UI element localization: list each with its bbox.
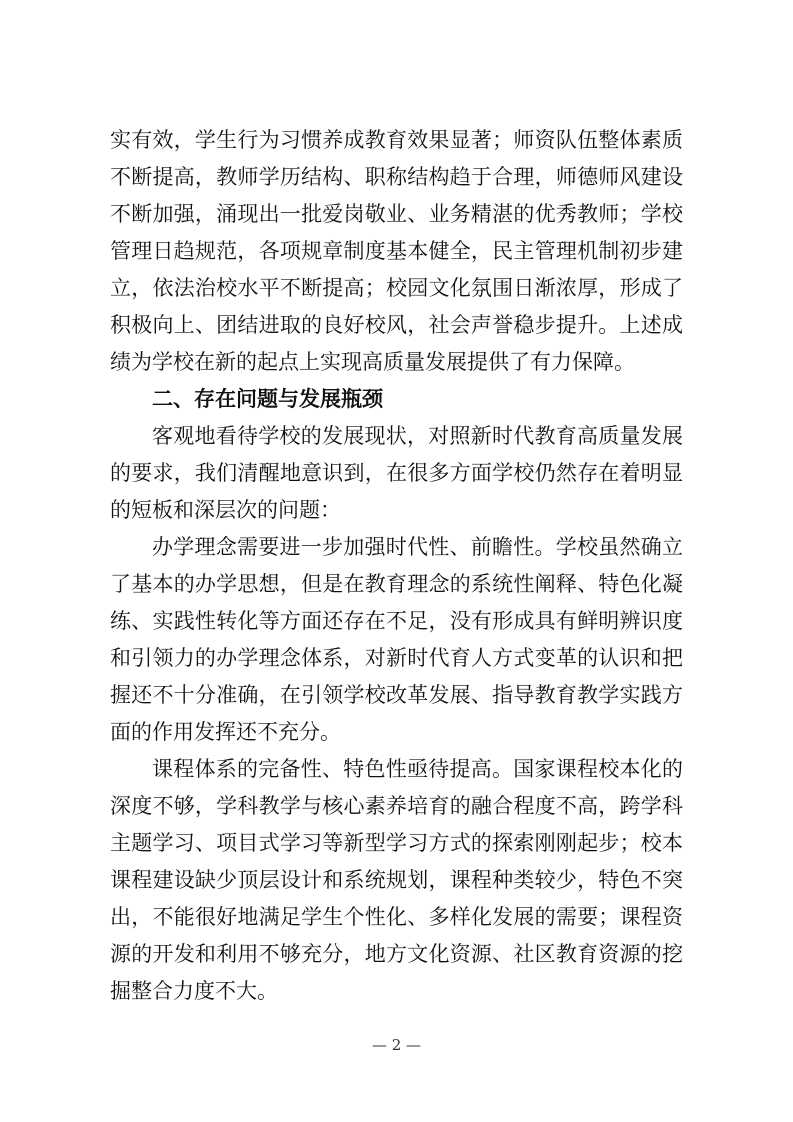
paragraph-line: 出，不能很好地满足学生个性化、多样化发展的需要；课程资 [110, 905, 683, 929]
paragraph-line: 立，依法治校水平不断提高；校园文化氛围日渐浓厚，形成了 [110, 276, 683, 300]
paragraph-line: 管理日趋规范，各项规章制度基本健全，民主管理机制初步建 [110, 239, 683, 263]
paragraph-line: 课程建设缺少顶层设计和系统规划，课程种类较少，特色不突 [110, 868, 683, 892]
paragraph-line: 主题学习、项目式学习等新型学习方式的探索刚刚起步；校本 [110, 831, 683, 855]
paragraph-line: 的短板和深层次的问题： [110, 498, 341, 522]
paragraph-line: 了基本的办学思想，但是在教育理念的系统性阐释、特色化凝 [110, 572, 683, 596]
paragraph-line: 办学理念需要进一步加强时代性、前瞻性。学校虽然确立 [152, 535, 683, 559]
page-number: — 2 — [371, 1036, 422, 1054]
paragraph-line: 源的开发和利用不够充分，地方文化资源、社区教育资源的挖 [110, 942, 683, 966]
paragraph-line: 不断加强，涌现出一批爱岗敬业、业务精湛的优秀教师；学校 [110, 202, 683, 226]
paragraph-line: 课程体系的完备性、特色性亟待提高。国家课程校本化的 [152, 757, 683, 781]
paragraph-line: 和引领力的办学理念体系，对新时代育人方式变革的认识和把 [110, 646, 683, 670]
paragraph-line: 积极向上、团结进取的良好校风，社会声誉稳步提升。上述成 [110, 313, 683, 337]
paragraph-line: 的要求，我们清醒地意识到，在很多方面学校仍然存在着明显 [110, 461, 683, 485]
paragraph-line: 深度不够，学科教学与核心素养培育的融合程度不高，跨学科 [110, 794, 683, 818]
paragraph-line: 绩为学校在新的起点上实现高质量发展提供了有力保障。 [110, 350, 635, 374]
section-heading: 二、存在问题与发展瓶颈 [152, 387, 383, 411]
paragraph-line: 练、实践性转化等方面还存在不足，没有形成具有鲜明辨识度 [110, 609, 683, 633]
paragraph-line: 掘整合力度不大。 [110, 979, 278, 1003]
paragraph-line: 面的作用发挥还不充分。 [110, 720, 341, 744]
paragraph-line: 握还不十分准确，在引领学校改革发展、指导教育教学实践方 [110, 683, 683, 707]
paragraph-line: 实有效，学生行为习惯养成教育效果显著；师资队伍整体素质 [110, 128, 683, 152]
paragraph-line: 客观地看待学校的发展现状，对照新时代教育高质量发展 [152, 424, 683, 448]
paragraph-line: 不断提高，教师学历结构、职称结构趋于合理，师德师风建设 [110, 165, 683, 189]
